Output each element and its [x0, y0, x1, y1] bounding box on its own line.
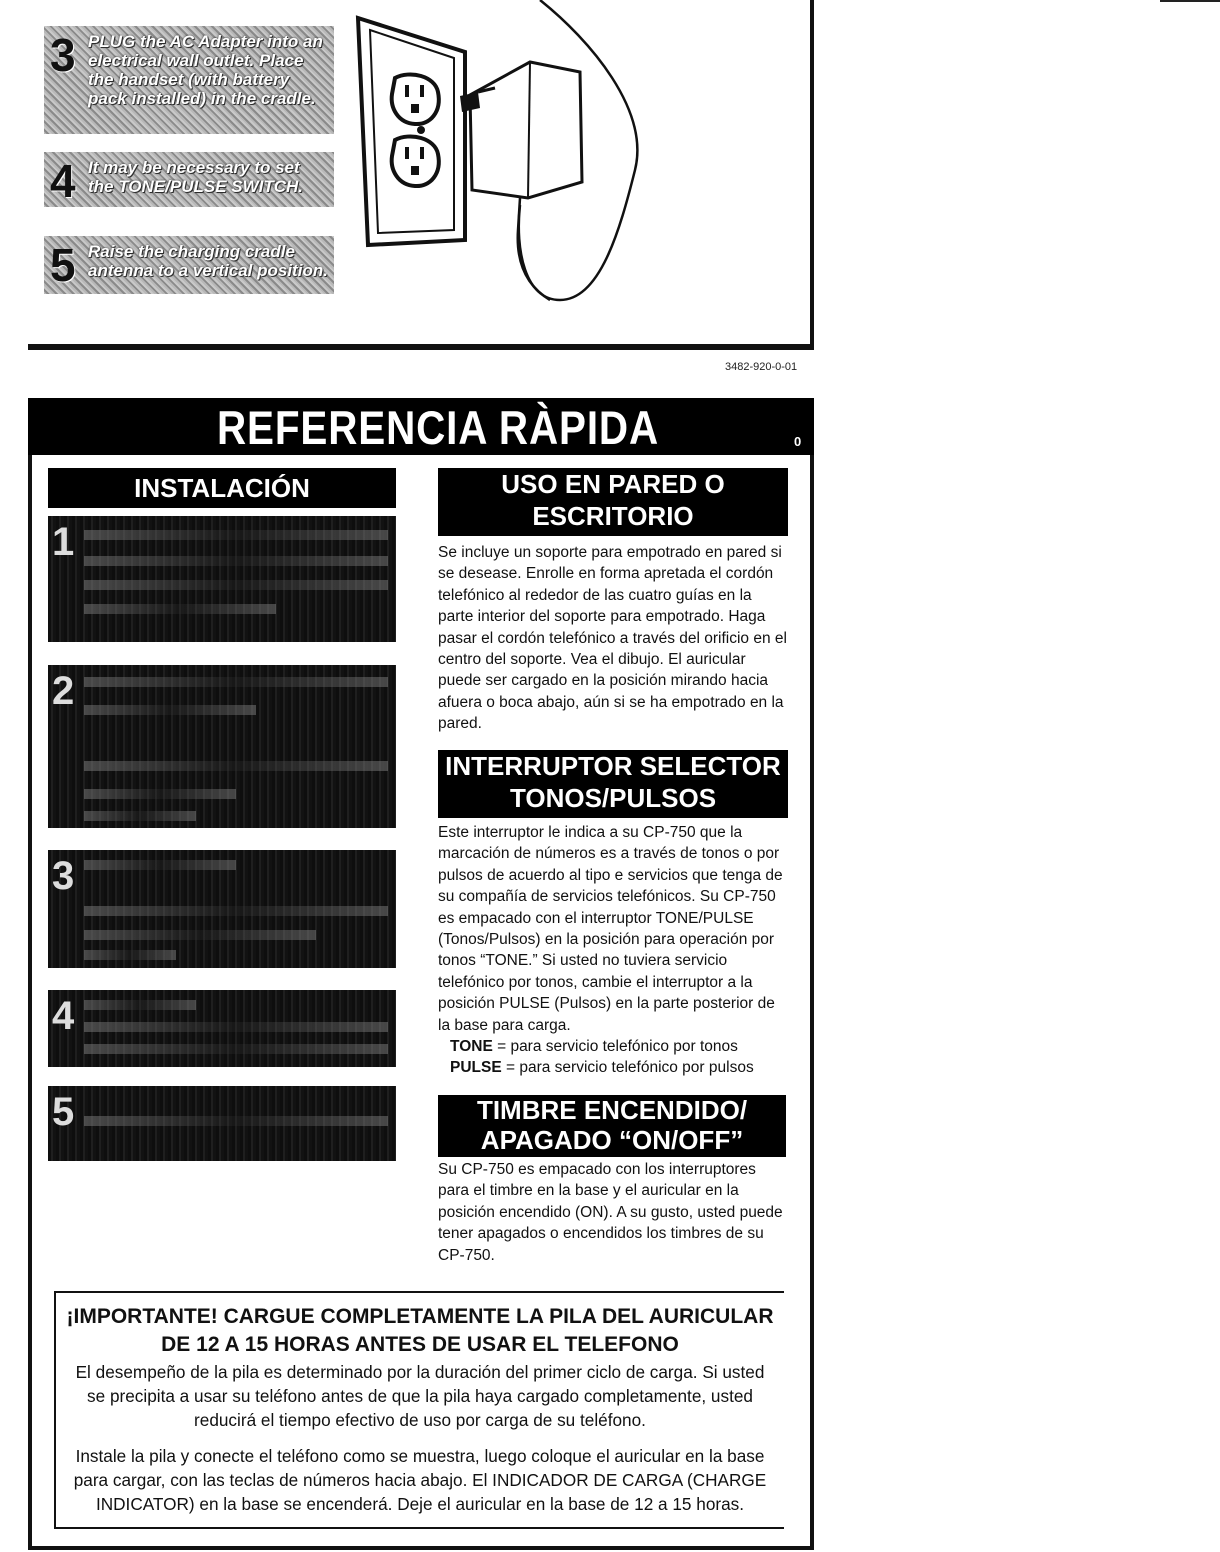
- heading-line: TIMBRE ENCENDIDO/: [476, 1095, 748, 1125]
- step-text-line: [84, 906, 388, 916]
- importante-para1-line3: reducirá el tiempo efectivo de uso por carga de su teléfono.: [194, 1410, 646, 1430]
- step-text-line: [84, 705, 256, 715]
- english-step-4: [44, 152, 334, 207]
- step-text-line: [84, 761, 388, 771]
- title-banner: [28, 398, 814, 455]
- pulse-key: PULSE: [450, 1059, 502, 1077]
- section-heading-instalacion: [48, 468, 396, 508]
- step-number: 2: [52, 669, 75, 713]
- step-text: It may be necessary to set the TONE/PULSE SWITCH.: [88, 158, 304, 196]
- section-heading-timbre: [438, 1095, 786, 1157]
- interruptor-body-text: Este interruptor le indica a su CP-750 que la marcación de números es a través de tonos o por pulsos de acuerdo al tipo e servicios que tenga de su compañía de servicios telefónicos. Su CP-750 es empacado con el interruptor TONE/PULSE (Tonos/Pulsos) en la posición para operación por tonos “TONE.” Si usted no tuviera servicio telefónico por tonos, cambie el interruptor a la posición PULSE (Pulsos) en la parte posterior de la base para carga.: [438, 824, 783, 1034]
- step-text-line: [84, 580, 388, 590]
- english-step-5: [44, 236, 334, 294]
- english-step-3: [44, 26, 334, 134]
- instalacion-step-4: [48, 990, 396, 1067]
- step-text: Raise the charging cradle antenna to a vertical position.: [88, 242, 328, 280]
- instalacion-step-2: [48, 665, 396, 828]
- uso-body-text: Se incluye un soporte para empotrado en pared si se desease. Enrolle en forma apretada el cordón telefónico al rededor de las cuatro guías en la parte interior del soporte para empotrado. Haga pasar el cordón telefónico a través del orificio en el centro del soporte. Vea el dibujo. El auricular puede ser cargado en la posición mirando hacia afuera o boca abajo, aún si se ha empotrado en la pared.: [438, 544, 787, 733]
- panel-bottom-border: [28, 344, 814, 350]
- step-number: 4: [50, 155, 76, 207]
- instalacion-step-1: [48, 516, 396, 642]
- step-text-line: [84, 1022, 388, 1032]
- step-number: 3: [52, 854, 75, 898]
- step-text-line: [84, 811, 196, 821]
- tone-line: [438, 1036, 790, 1057]
- top-right-rule-fragment: [1160, 0, 1220, 2]
- step-number: 5: [52, 1090, 75, 1134]
- step-text-line: [84, 1116, 388, 1126]
- importante-para2-line3: INDICATOR) en la base se encenderá. Deje el auricular en la base de 12 a 15 horas.: [95, 1494, 745, 1514]
- step-text-line: [84, 1000, 196, 1010]
- step-text-line: [84, 789, 236, 799]
- importante-para2-line1: Instale la pila y conecte el teléfono como se muestra, luego coloque el auricular en la base: [75, 1446, 765, 1466]
- step-number: 3: [50, 29, 76, 81]
- wall-outlet-illustration: [350, 0, 650, 320]
- step-text-line: [84, 1044, 388, 1054]
- importante-title-line1: ¡IMPORTANTE! CARGUE COMPLETAMENTE LA PILA DEL AURICULAR: [66, 1305, 774, 1328]
- step-text-line: [84, 604, 276, 614]
- document-number: 3482-920-0-01: [725, 361, 798, 373]
- importante-para2-line2: para cargar, con las teclas de números hacia abajo. El INDICADOR DE CARGA (CHARGE: [73, 1470, 767, 1490]
- tone-desc: = para servicio telefónico por tonos: [492, 1038, 738, 1056]
- pulse-desc: = para servicio telefónico por pulsos: [501, 1059, 754, 1077]
- step-text-line: [84, 530, 388, 540]
- step-text-line: [84, 860, 236, 870]
- heading-line: APAGADO “ON/OFF”: [480, 1125, 744, 1155]
- step-number: 5: [50, 239, 76, 291]
- importante-para1-line1: El desempeño de la pila es determinado por la duración del primer ciclo de carga. Si usted: [75, 1362, 765, 1382]
- instalacion-step-3: [48, 850, 396, 968]
- page-marker: 0: [794, 434, 802, 449]
- step-number: 1: [52, 520, 75, 564]
- step-text-line: [84, 950, 176, 960]
- panel-right-border: [810, 0, 814, 350]
- step-text-line: [84, 556, 388, 566]
- importante-para1-line2: se precipita a usar su teléfono antes de que la pila haya cargado completamente, usted: [87, 1386, 753, 1406]
- heading-line: USO EN PARED O: [501, 469, 725, 499]
- section-heading-interruptor: [438, 750, 788, 818]
- interruptor-body: [438, 822, 790, 1079]
- heading-line: INTERRUPTOR SELECTOR: [445, 751, 781, 781]
- heading-text: INSTALACIÓN: [134, 473, 310, 503]
- section-heading-uso-en-pared: [438, 468, 788, 536]
- tone-key: TONE: [450, 1038, 493, 1056]
- heading-line: TONOS/PULSOS: [509, 783, 717, 813]
- heading-line: ESCRITORIO: [532, 501, 694, 531]
- step-number: 4: [52, 994, 75, 1038]
- step-text: PLUG the AC Adapter into an electrical wall outlet. Place the handset (with battery pack installed) in the cradle.: [88, 32, 323, 108]
- instalacion-step-5: [48, 1086, 396, 1161]
- importante-title-line2: DE 12 A 15 HORAS ANTES DE USAR EL TELEFONO: [161, 1333, 679, 1356]
- pulse-line: [438, 1057, 790, 1078]
- step-text-line: [84, 677, 388, 687]
- timbre-body-text: Su CP-750 es empacado con los interruptores para el timbre en la base y el auricular en la posición encendido (ON). A su gusto, usted puede tener apagados o encendidos los timbres de su CP-750.: [438, 1161, 783, 1264]
- step-text-line: [84, 930, 316, 940]
- page-title: REFERENCIA RÀPIDA: [216, 401, 660, 454]
